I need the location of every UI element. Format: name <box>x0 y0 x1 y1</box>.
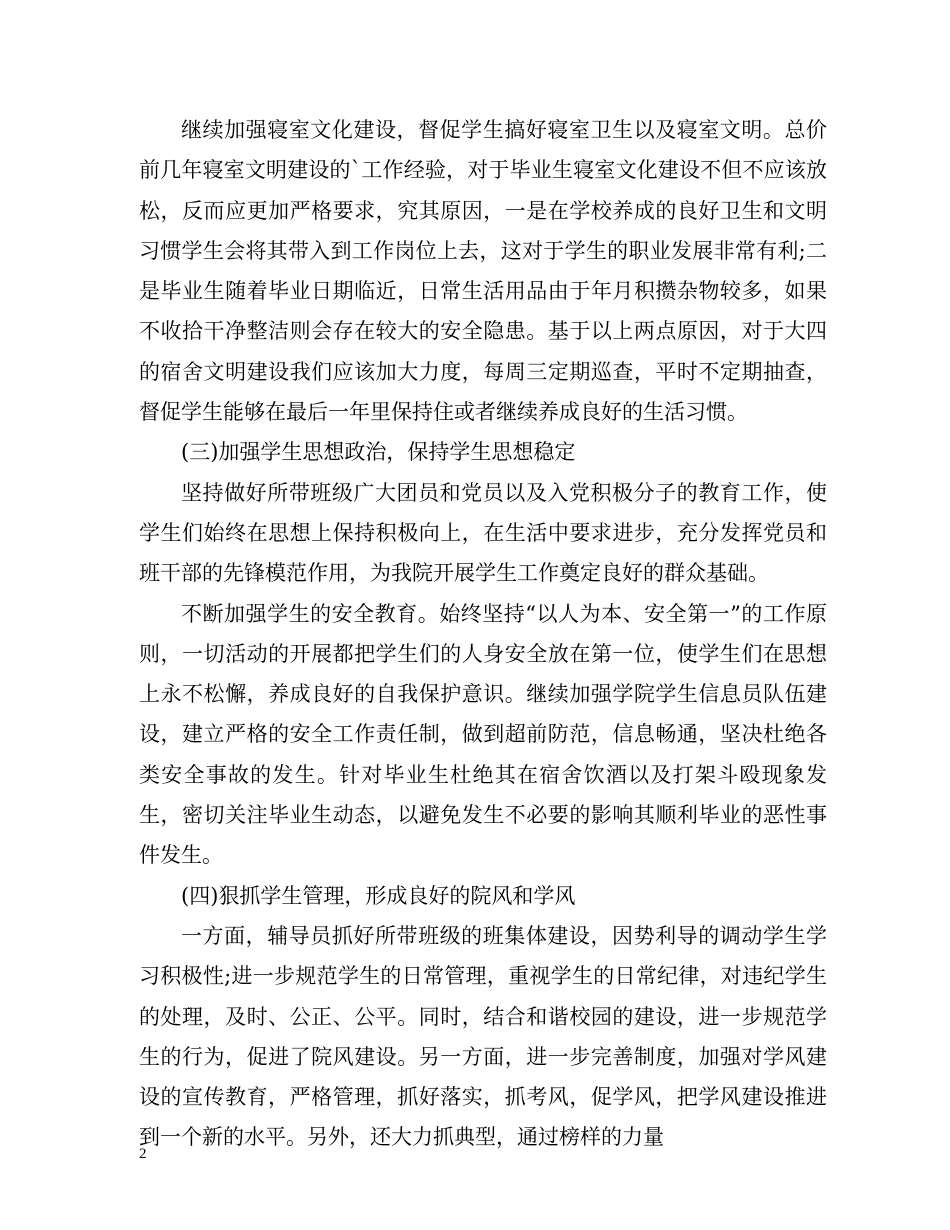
page-number: 2 <box>139 1146 147 1162</box>
heading-section-4: (四)狠抓学生管理，形成良好的院风和学风 <box>181 883 576 908</box>
body-text <box>139 110 827 1158</box>
heading-section-3: (三)加强学生思想政治，保持学生思想稳定 <box>181 440 576 465</box>
paragraph-dorm-culture: 继续加强寝室文化建设，督促学生搞好寝室卫生以及寝室文明。总价前几年寝室文明建设的`工作经验，对于毕业生寝室文化建设不但不应该放松，反而应更加严格要求，究其原因，一是在学校养成的良好卫生和文明习惯学生会将其带入到工作岗位上去，这对于学生的职业发展非常有利;二是毕业生随着毕业日期临近，日常生活用品由于年月积攒杂物较多，如果不收拾干净整洁则会存在较大的安全隐患。基于以上两点原因，对于大四的宿舍文明建设我们应该加大力度，每周三定期巡查，平时不定期抽查，督促学生能够在最后一年里保持住或者继续养成良好的生活习惯。 <box>139 118 827 425</box>
paragraph-political-education: 坚持做好所带班级广大团员和党员以及入党积极分子的教育工作，使学生们始终在思想上保持积极向上，在生活中要求进步，充分发挥党员和班干部的先锋模范作用，为我院开展学生工作奠定良好的群众基础。 <box>139 480 827 586</box>
paragraph-student-management: 一方面，辅导员抓好所带班级的班集体建设，因势利导的调动学生学习积极性;进一步规范学生的日常管理，重视学生的日常纪律，对违纪学生的处理，及时、公正、公平。同时，结合和谐校园的建设，进一步规范学生的行为，促进了院风建设。另一方面，进一步完善制度，加强对学风建设的宣传教育，严格管理，抓好落实，抓考风，促学风，把学风建设推进到一个新的水平。另外，还大力抓典型，通过榜样的力量 <box>139 923 827 1150</box>
paragraph-safety-education: 不断加强学生的安全教育。始终坚持“以人为本、安全第一”的工作原则，一切活动的开展都把学生们的人身安全放在第一位，使学生们在思想上永不松懈，养成良好的自我保护意识。继续加强学院学生信息员队伍建设，建立严格的安全工作责任制，做到超前防范，信息畅通，坚决杜绝各类安全事故的发生。针对毕业生杜绝其在宿舍饮酒以及打架斗殴现象发生，密切关注毕业生动态，以避免发生不必要的影响其顺利毕业的恶性事件发生。 <box>139 601 827 868</box>
